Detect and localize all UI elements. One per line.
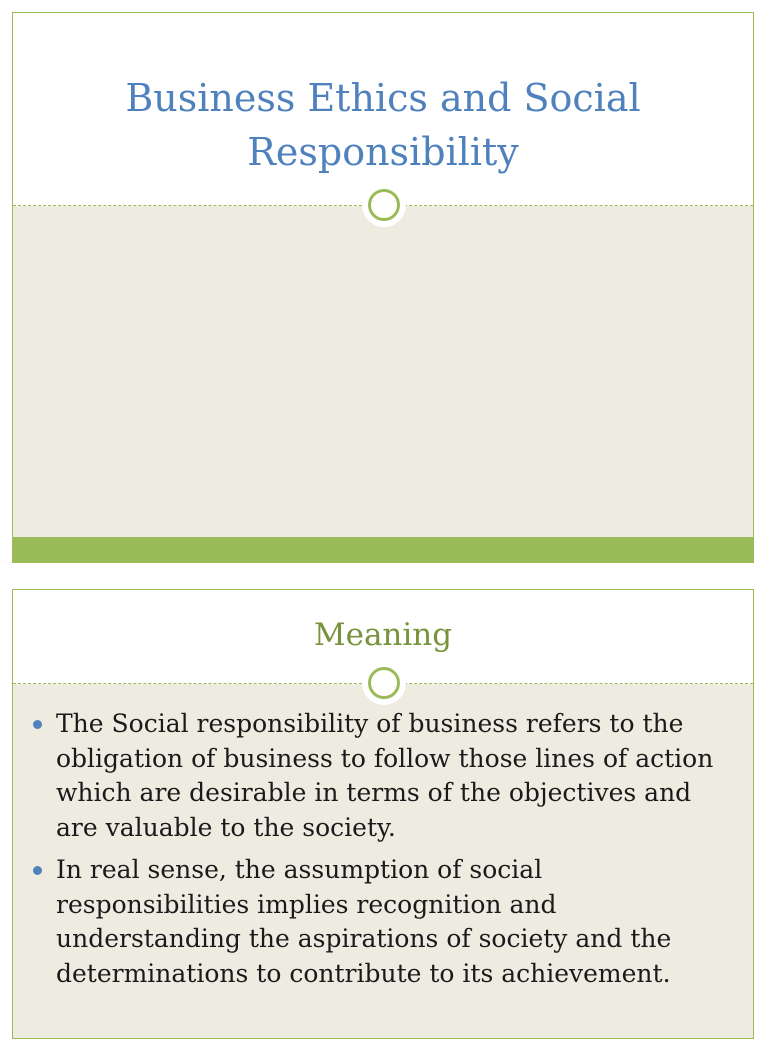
slide-heading: Meaning [313,617,453,653]
ring-ornament-icon [362,183,406,227]
footer-accent-bar [13,537,753,563]
slide-title-heading [13,71,753,179]
bullet-list [33,707,738,999]
bullet-text: The Social responsibility of business refers to the obligation of business to follow those lines of action which are desirable in terms of the objectives and are valuable to the society. [56,709,714,842]
bullet-item [33,707,738,845]
ring-ornament-icon [362,661,406,705]
slide-meaning [12,589,754,1039]
bullet-item [33,853,738,991]
title-line-1: Business Ethics and Social [125,76,641,120]
bullet-dot-icon [33,866,42,875]
bullet-dot-icon [33,720,42,729]
slide-title [12,12,754,563]
title-line-2: Responsibility [247,130,519,174]
bullet-text: In real sense, the assumption of social responsibilities implies recognition and understanding the aspirations of society and the determinations to contribute to its achievement. [56,855,672,988]
slide-header [13,13,753,206]
